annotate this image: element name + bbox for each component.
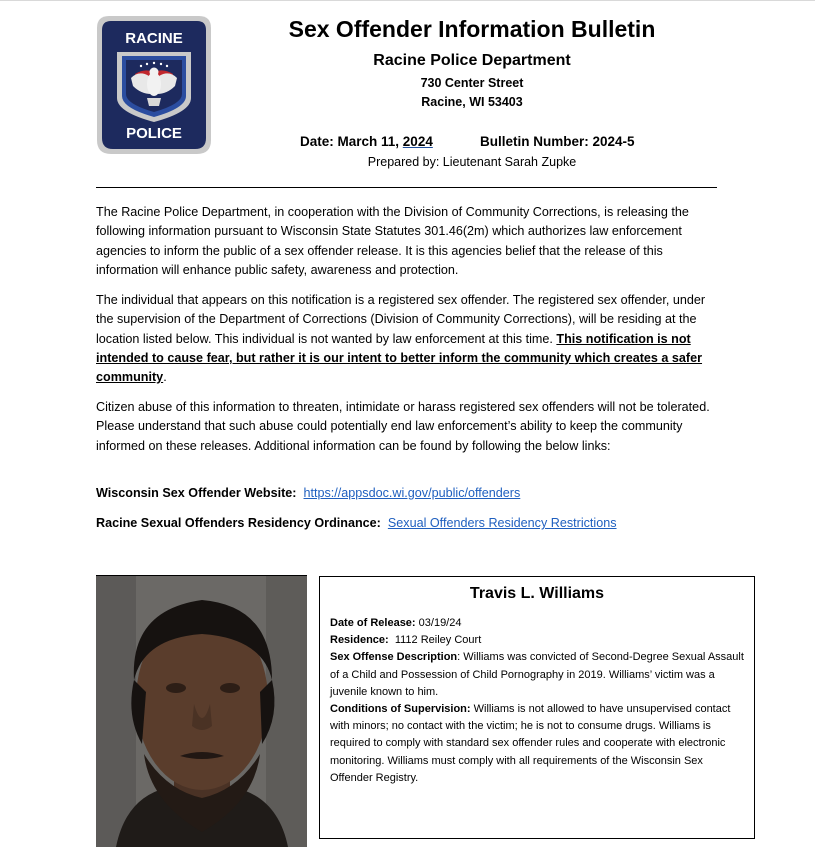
notification-period: . <box>163 370 167 385</box>
supervision-conditions <box>330 701 748 787</box>
header-divider <box>96 187 717 188</box>
notification-text: The individual that appears on this notification is a registered sex offender. The registered sex offender, under the supervision of the Department of Corrections (Division of Community Corrections), will be residing at the location listed below. This individual is not wanted by law enforcement at this time. <box>96 293 706 346</box>
abuse-warning-paragraph: Citizen abuse of this information to threaten, intimidate or harass registered sex offenders will not be tolerated. Please understand that such abuse could potentially end law enforcement’s ability to keep the community informed on these releases. Additional information can be found by following the below links: <box>96 400 710 453</box>
intro-paragraph: The Racine Police Department, in cooperation with the Division of Community Corrections, is releasing the following information pursuant to Wisconsin State Statutes 301.46(2m) which authorizes law enforcement agencies to inform the public of a sex offender release. It is this agencies belief that the release of this information will enhance public safety, awareness and protection. <box>96 205 689 277</box>
notification-emphasis: This notification is not intended to cause fear, but rather it is our intent to better inform the community which creates a safer community <box>96 331 703 385</box>
conditions-label: Conditions of Supervision: <box>330 703 471 716</box>
date-label: Date: March 11, <box>300 134 403 149</box>
release-date-label: Date of Release: <box>330 617 416 629</box>
conditions-text: Williams is not allowed to have unsupervised contact with minors; no contact with the victim; he is not to consume drugs. Williams is required to comply with standard sex offender rules and cooperate with electronic monitoring. Williams must comply with all requirements of the Wisconsin Sex Offender Registry. <box>330 703 731 784</box>
residency-restrictions-link[interactable]: Sexual Offenders Residency Restrictions <box>387 516 617 530</box>
offender-website-link[interactable]: https://appsdoc.wi.gov/public/offenders <box>303 486 521 500</box>
offense-description <box>330 649 748 701</box>
residence-value: 1112 Reiley Court <box>394 634 482 647</box>
offender-details <box>330 615 748 787</box>
date-year: 2024 <box>402 134 433 149</box>
website-row <box>96 486 520 500</box>
release-date-value: 03/19/24 <box>418 617 462 629</box>
offender-info-box <box>319 576 755 839</box>
bulletin-date <box>300 134 433 149</box>
department-name: Racine Police Department <box>373 52 571 69</box>
residence-row <box>330 632 748 649</box>
bulletin-title: Sex Offender Information Bulletin <box>288 16 656 42</box>
address-street: 730 Center Street <box>420 76 524 90</box>
release-date-row <box>330 615 748 632</box>
ordinance-row <box>96 516 617 530</box>
bulletin-number: Bulletin Number: 2024-5 <box>480 134 635 149</box>
badge-text-racine: RACINE <box>125 30 183 47</box>
racine-police-badge <box>95 14 213 156</box>
offense-label: Sex Offense Description <box>330 651 458 664</box>
residence-label: Residence: <box>330 634 389 647</box>
notification-paragraph <box>96 291 726 387</box>
address-city: Racine, WI 53403 <box>421 95 523 109</box>
prepared-by: Prepared by: Lieutenant Sarah Zupke <box>367 155 577 169</box>
page-top-border <box>0 0 815 1</box>
offender-name: Travis L. Williams <box>469 585 605 602</box>
ordinance-label: Racine Sexual Offenders Residency Ordinance: <box>96 516 381 530</box>
offender-photo <box>96 576 307 847</box>
offense-text: : Williams was convicted of Second-Degree Sexual Assault of a Child and Possession of Child Pornography in 2019. Williams’ victim was a juvenile known to him. <box>330 651 744 698</box>
website-label: Wisconsin Sex Offender Website: <box>96 486 297 500</box>
badge-text-police: POLICE <box>126 125 182 142</box>
